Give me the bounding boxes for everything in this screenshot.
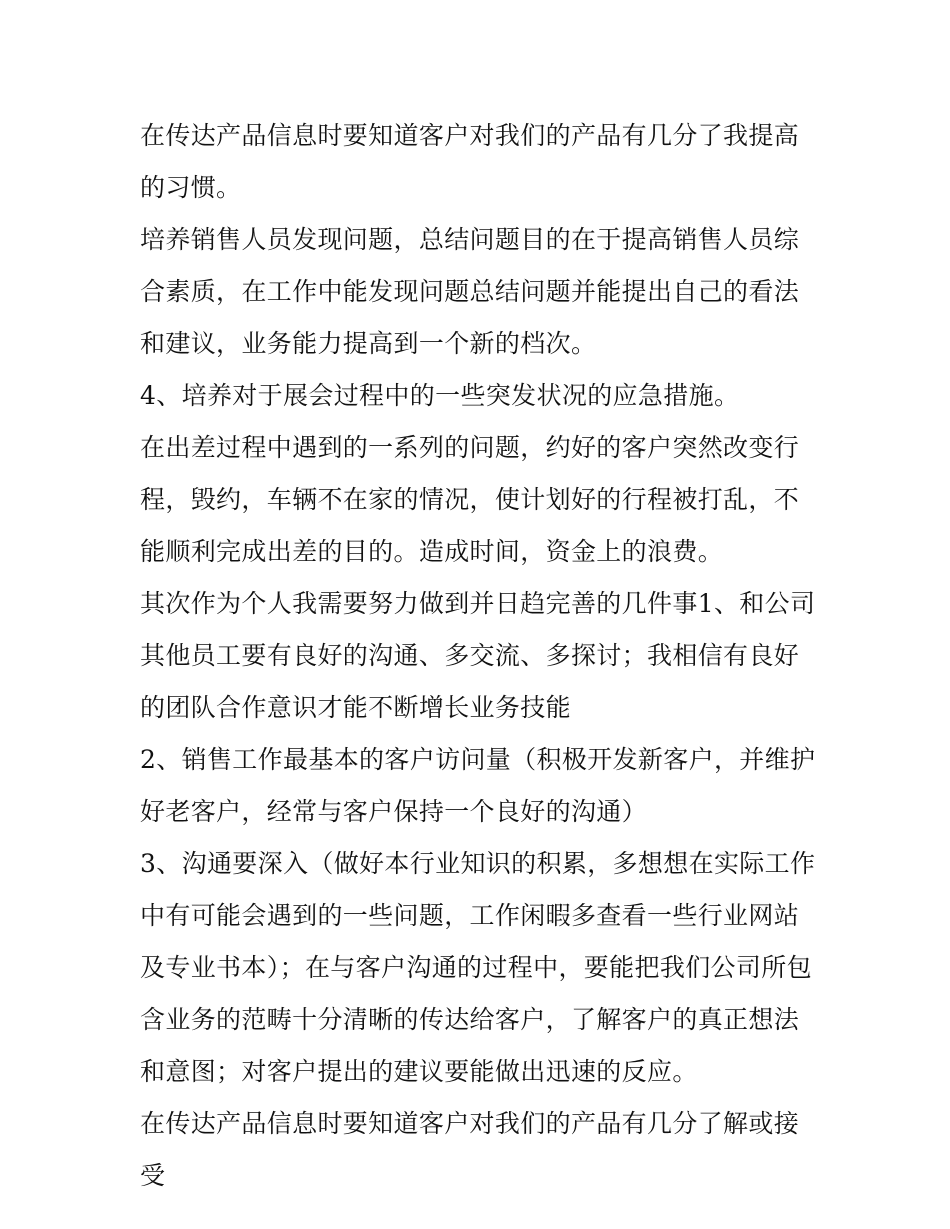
paragraph-5: 其次作为个人我需要努力做到并日趋完善的几件事1、和公司其他员工要有良好的沟通、多交流、多探讨；我相信有良好的团队合作意识才能不断增长业务技能 <box>140 589 816 722</box>
paragraph-3: 4、培养对于展会过程中的一些突发状况的应急措施。 <box>140 381 740 410</box>
paragraph-6: 2、销售工作最基本的客户访问量（积极开发新客户，并维护好老客户，经常与客户保持一个良好的沟通） <box>140 745 816 826</box>
paragraph-2: 培养销售人员发现问题，总结问题目的在于提高销售人员综合素质，在工作中能发现问题总结问题并能提出自己的看法和建议，业务能力提高到一个新的档次。 <box>140 225 800 358</box>
paragraph-4: 在出差过程中遇到的一系列的问题，约好的客户突然改变行程，毁约，车辆不在家的情况，使计划好的行程被打乱，不能顺利完成出差的目的。造成时间，资金上的浪费。 <box>140 433 800 566</box>
document-body <box>140 110 820 1202</box>
paragraph-8: 在传达产品信息时要知道客户对我们的产品有几分了解或接受 <box>140 1109 800 1190</box>
paragraph-7: 3、沟通要深入（做好本行业知识的积累，多想想在实际工作中有可能会遇到的一些问题，工作闲暇多查看一些行业网站及专业书本）；在与客户沟通的过程中，要能把我们公司所包含业务的范畴十分清晰的传达给客户，了解客户的真正想法和意图；对客户提出的建议要能做出迅速的反应。 <box>140 849 816 1086</box>
paragraph-1: 在传达产品信息时要知道客户对我们的产品有几分了我提高的习惯。 <box>140 121 800 202</box>
